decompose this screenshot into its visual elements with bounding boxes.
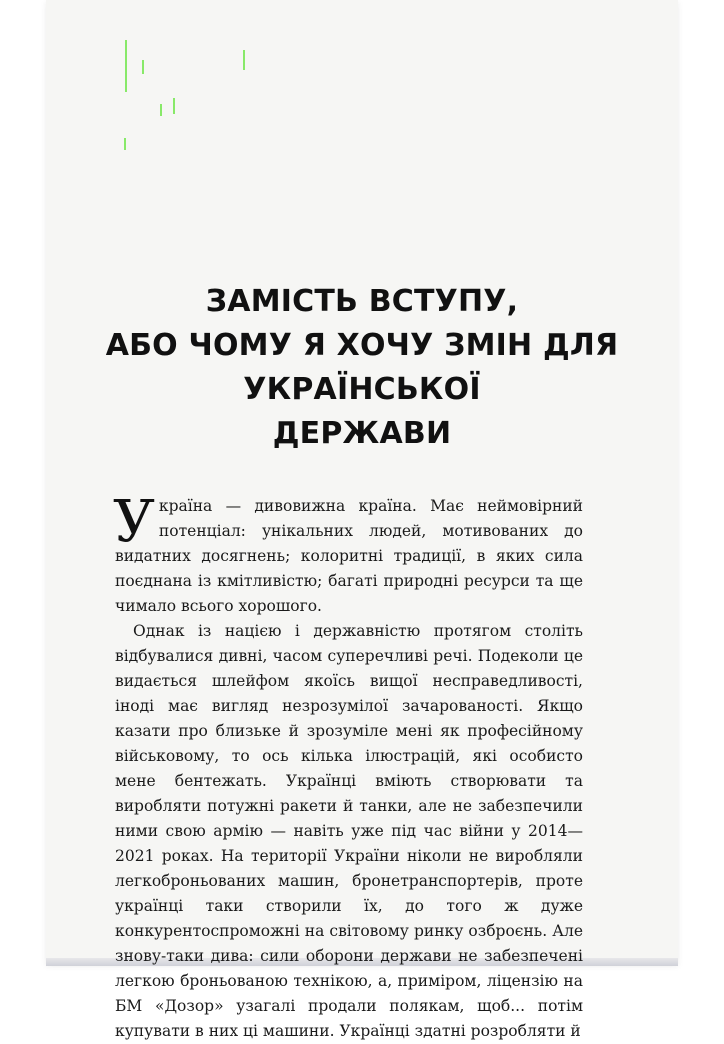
chapter-heading bbox=[60, 280, 664, 456]
scan-mark bbox=[173, 98, 175, 114]
scan-mark bbox=[124, 138, 126, 150]
heading-line: УКРАЇНСЬКОЇ bbox=[243, 372, 481, 407]
paragraph bbox=[113, 487, 583, 619]
chapter-body bbox=[113, 487, 583, 1044]
paragraph: Однак із нацією і державністю протягом століть відбувалися дивні, часом суперечливі речі. Подеколи це видається шлейфом якоїсь вищої несправедливості, іноді має вигляд незрозумілої зачарованості. Якщо казати про близьке й зрозуміле мені як професійному військовому, то ось кілька ілюстрацій, які особисто мене бентежать. Українці вміють створювати та виробляти потужні ракети й танки, але не забезпечили ними свою армію — навіть уже під час війни у 2014—2021 роках. На території України ніколи не виробляли легкоброньованих машин, бронетранспортерів, проте українці таки створили їх, до того ж дуже конкурентоспроможні на світовому ринку озброєнь. Але знову-таки дива: сили оборони держави не забезпечені легкою броньованою технікою, а, приміром, ліцензію на БМ «Дозор» узагалі продали полякам, щоб... потім купувати в них ці машини. Українці здатні розробляти й bbox=[115, 622, 583, 1040]
scan-mark bbox=[243, 50, 245, 70]
heading-line: АБО ЧОМУ Я ХОЧУ ЗМІН ДЛЯ bbox=[105, 328, 619, 363]
drop-cap: У bbox=[113, 487, 155, 555]
heading-line: ДЕРЖАВИ bbox=[272, 416, 452, 451]
heading-line: ЗАМІСТЬ ВСТУПУ, bbox=[205, 284, 519, 319]
paragraph-text: країна — дивовижна країна. Має неймовірний потенціал: унікальних людей, мотивованих до видатних досягнень; колоритні традиції, в яких сила поєднана із кмітливістю; багаті природні ресурси та ще чимало всього хорошого. bbox=[115, 497, 583, 615]
scan-mark bbox=[125, 40, 127, 92]
scan-mark bbox=[142, 60, 144, 74]
scan-mark bbox=[160, 104, 162, 116]
